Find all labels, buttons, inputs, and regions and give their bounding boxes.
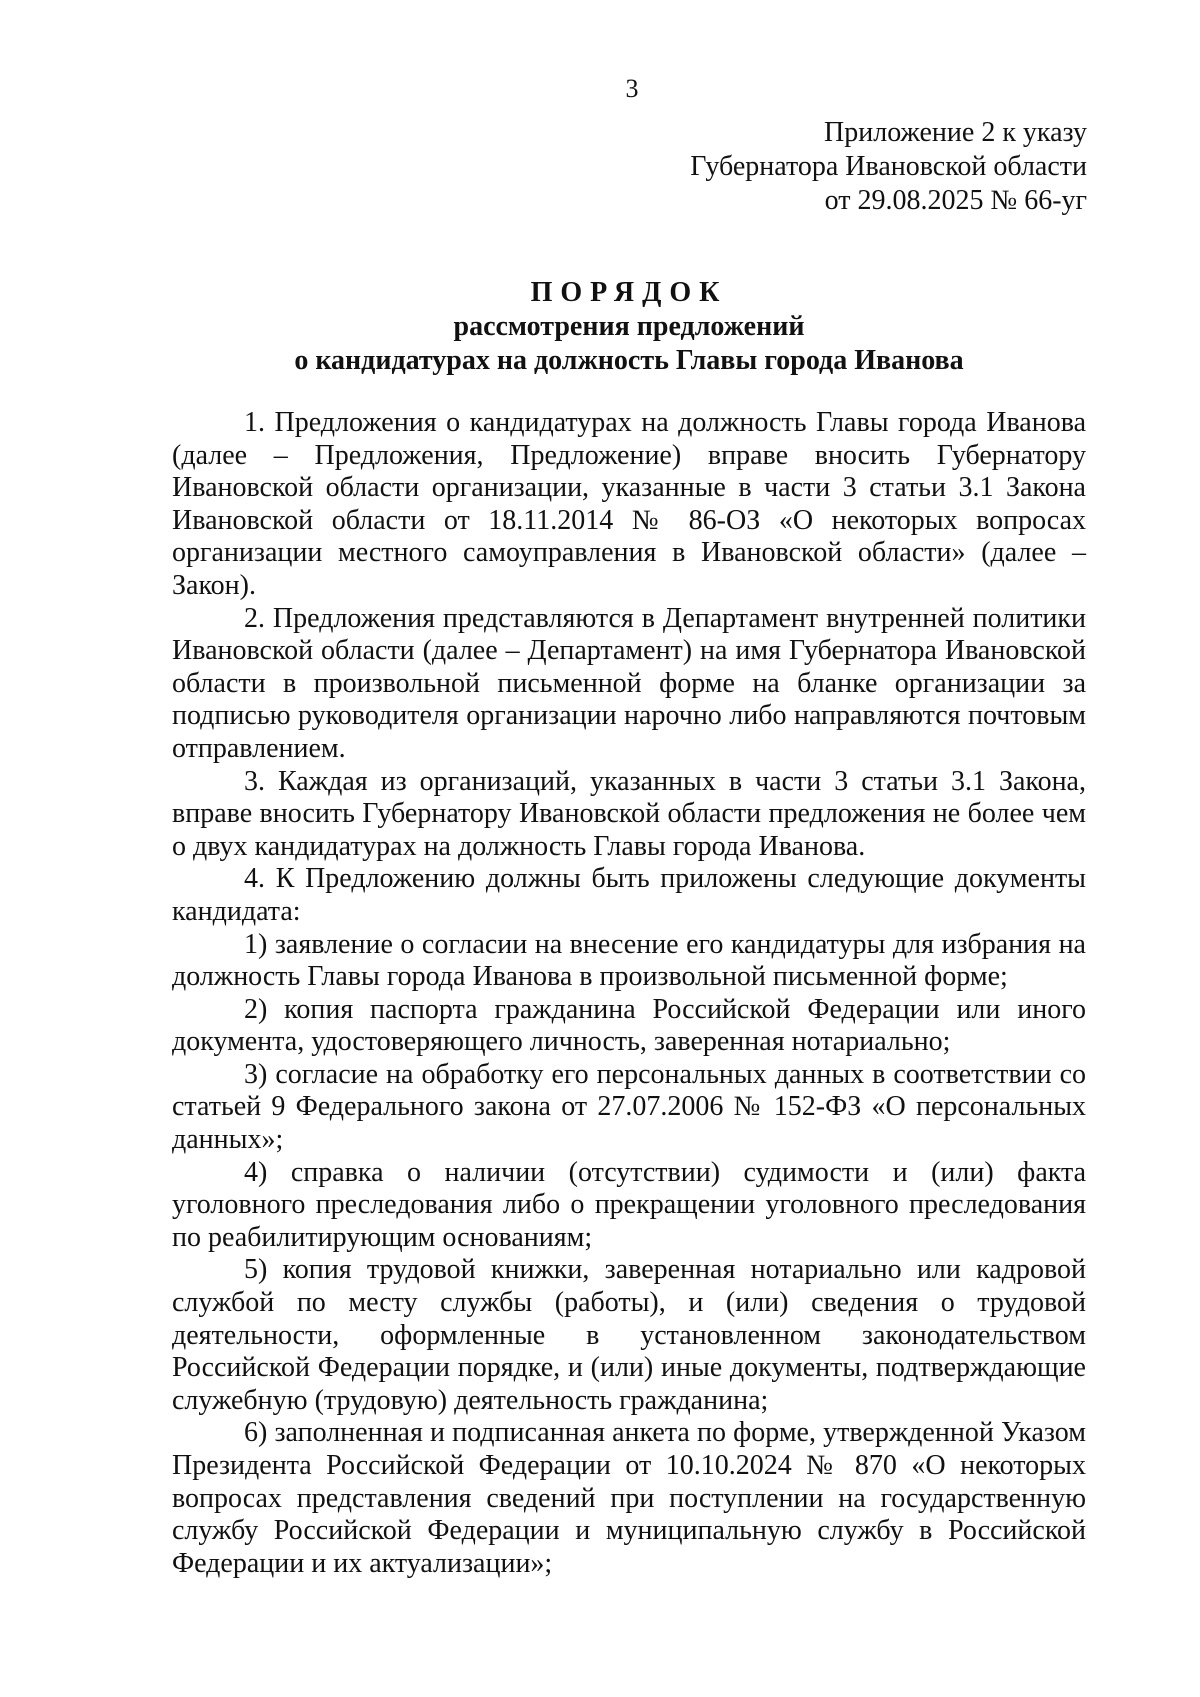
paragraph-1: 1. Предложения о кандидатурах на должность Главы города Иванова (далее – Предложения, Предложение) вправе вносить Губернатору Ивановской области организации, указанные в части 3 статьи 3.1 Закона Ивановской области от 18.11.2014 № 86-ОЗ «О некоторых вопросах организации местного самоуправления в Ивановской области» (далее – Закон). bbox=[172, 407, 1086, 601]
title-subtitle-2: о кандидатурах на должность Главы города Иванова bbox=[294, 345, 964, 376]
appendix-line-1: Приложение 2 к указу bbox=[824, 117, 1087, 148]
paragraph-4: 4. К Предложению должны быть приложены следующие документы кандидата: bbox=[172, 863, 1086, 927]
appendix-reference bbox=[690, 116, 1087, 218]
appendix-line-2: Губернатора Ивановской области bbox=[690, 151, 1087, 182]
title-heading: ПОРЯДОК bbox=[530, 277, 728, 308]
document-title bbox=[172, 276, 1086, 378]
list-item-5: 5) копия трудовой книжки, заверенная нотариально или кадровой службой по месту службы (работы), и (или) сведения о трудовой деятельности, оформленные в установленном законодательством Российской Федерации порядке, и (или) иные документы, подтверждающие служебную (трудовую) деятельность гражданина; bbox=[172, 1254, 1086, 1416]
appendix-line-3: от 29.08.2025 № 66-уг bbox=[824, 185, 1087, 216]
paragraph-2: 2. Предложения представляются в Департамент внутренней политики Ивановской области (далее – Департамент) на имя Губернатора Ивановской области в произвольной письменной форме на бланке организации за подписью руководителя организации нарочно либо направляются почтовым отправлением. bbox=[172, 602, 1086, 764]
list-item-6: 6) заполненная и подписанная анкета по форме, утвержденной Указом Президента Российской Федерации от 10.10.2024 № 870 «О некоторых вопросах представления сведений при поступлении на государственную службу Российской Федерации и муниципальную службу в Российской Федерации и их актуализации»; bbox=[172, 1417, 1086, 1579]
title-subtitle-1: рассмотрения предложений bbox=[453, 311, 805, 342]
list-item-4: 4) справка о наличии (отсутствии) судимости и (или) факта уголовного преследования либо о прекращении уголовного преследования по реабилитирующим основаниям; bbox=[172, 1156, 1086, 1253]
list-item-2: 2) копия паспорта гражданина Российской Федерации или иного документа, удостоверяющего личность, заверенная нотариально; bbox=[172, 993, 1086, 1058]
list-item-1: 1) заявление о согласии на внесение его кандидатуры для избрания на должность Главы города Иванова в произвольной письменной форме; bbox=[172, 928, 1086, 993]
paragraph-3: 3. Каждая из организаций, указанных в части 3 статьи 3.1 Закона, вправе вносить Губернатору Ивановской области предложения не более чем о двух кандидатурах на должность Главы города Иванова. bbox=[172, 765, 1086, 862]
document-body bbox=[172, 407, 1086, 1580]
page-number: 3 bbox=[625, 74, 639, 103]
list-item-3: 3) согласие на обработку его персональных данных в соответствии со статьей 9 Федерального закона от 27.07.2006 № 152-ФЗ «О персональных данных»; bbox=[172, 1058, 1086, 1156]
